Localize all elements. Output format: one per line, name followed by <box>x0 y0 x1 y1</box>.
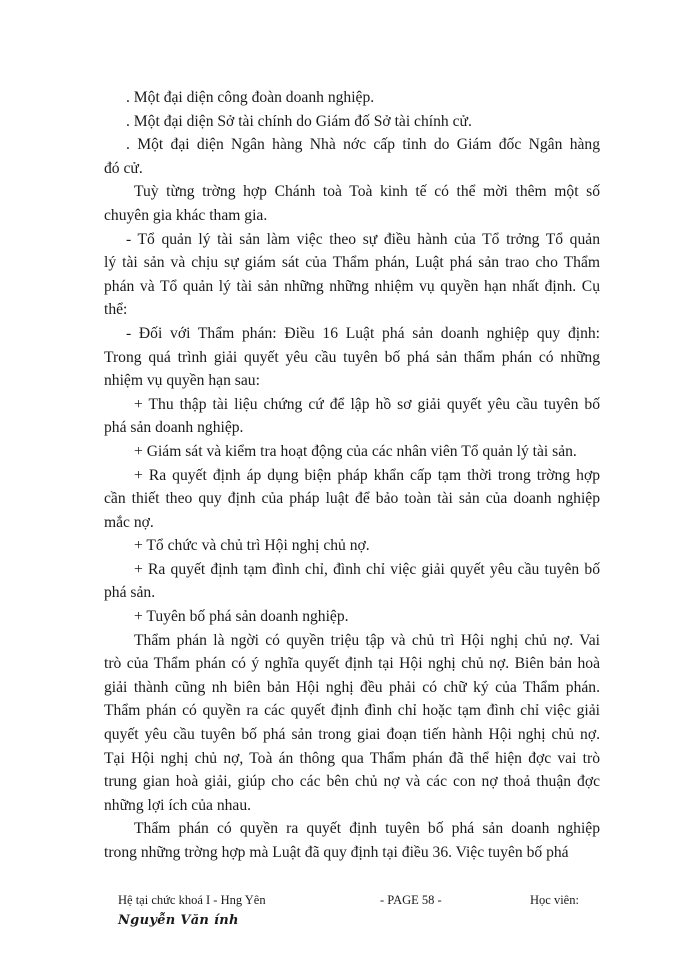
paragraph <box>104 817 600 864</box>
text-line: giải thành cũng nh biên bản Hội nghị đều phải có chữ ký của Thẩm phán. <box>104 678 600 696</box>
text-line: cần thiết theo quy định của pháp luật để bảo toàn tài sản của doanh nghiệp <box>104 490 600 508</box>
paragraph <box>104 629 600 818</box>
text-line: + Ra quyết định tạm đình chỉ, đình chỉ việc giải quyết yêu cầu tuyên bố <box>134 560 600 578</box>
text-line: Tuỳ từng trờng hợp Chánh toà Toà kinh tế có thể mời thêm một số <box>134 183 600 201</box>
paragraph <box>104 110 600 134</box>
text-line: . Một đại diện Sở tài chính do Giám đố Sở tài chính cử. <box>126 112 472 130</box>
paragraph <box>104 558 600 605</box>
text-line: lý tài sản và chịu sự giám sát của Thẩm phán, Luật phá sản trao cho Thẩm <box>104 254 600 272</box>
text-line: Thẩm phán có quyền ra quyết định tuyên bố phá sản doanh nghiệp <box>134 820 600 838</box>
paragraph <box>104 228 600 322</box>
text-line: phá sản doanh nghiệp. <box>104 419 244 437</box>
footer-course: Hệ tại chức khoá I - Hng Yên <box>118 893 266 907</box>
text-line: - Đối với Thẩm phán: Điều 16 Luật phá sản doanh nghiệp quy định: <box>126 324 600 342</box>
text-line: đó cử. <box>104 159 143 177</box>
footer-student-label: Học viên: <box>530 893 579 907</box>
text-line: những lợi ích của nhau. <box>104 796 252 814</box>
body-text <box>104 86 600 865</box>
paragraph <box>104 133 600 180</box>
text-line: . Một đại diện Ngân hàng Nhà nớc cấp tỉnh do Giám đốc Ngân hàng <box>126 136 600 154</box>
text-line: Tại Hội nghị chủ nợ, Toà án thông qua Thẩm phán đã thể hiện đợc vai trò <box>104 749 600 767</box>
text-line: Thẩm phán là ngời có quyền triệu tập và chủ trì Hội nghị chủ nợ. Vai <box>134 631 600 649</box>
paragraph <box>104 605 600 629</box>
text-line: - Tổ quản lý tài sản làm việc theo sự điều hành của Tổ trởng Tổ quản <box>126 230 600 248</box>
text-line: mắc nợ. <box>104 513 154 531</box>
author-signature: Nguyễn Văn ính <box>118 913 239 928</box>
text-line: nhiệm vụ quyền hạn sau: <box>104 372 260 390</box>
paragraph <box>104 440 600 464</box>
text-line: phá sản. <box>104 584 156 602</box>
text-line: trung gian hoà giải, giúp cho các bên chủ nợ và các con nợ thoả thuận đợc <box>104 773 600 791</box>
text-line: + Thu thập tài liệu chứng cứ để lập hồ sơ giải quyết yêu cầu tuyên bố <box>134 395 600 413</box>
footer-page-number: - PAGE 58 - <box>380 893 442 907</box>
text-line: + Tuyên bố phá sản doanh nghiệp. <box>134 608 349 626</box>
paragraph <box>104 86 600 110</box>
paragraph <box>104 534 600 558</box>
text-line: chuyên gia khác tham gia. <box>104 206 268 224</box>
text-line: + Tổ chức và chủ trì Hội nghị chủ nợ. <box>134 537 370 555</box>
text-line: Thẩm phán có quyền ra các quyết định đình chỉ hoặc tạm đình chỉ việc giải <box>104 702 600 720</box>
text-line: trò của Thẩm phán có ý nghĩa quyết định tại Hội nghị chủ nợ. Biên bản hoà <box>104 655 600 673</box>
paragraph <box>104 322 600 393</box>
paragraph <box>104 180 600 227</box>
text-line: trong những trờng hợp mà Luật đã quy định tại điều 36. Việc tuyên bố phá <box>104 844 569 861</box>
text-line: thể: <box>104 301 128 319</box>
text-line: quyết yêu cầu tuyên bố phá sản trong giai đoạn tiến hành Hội nghị chủ nợ. <box>104 726 600 744</box>
text-line: phán và Tổ quản lý tài sản những những nhiệm vụ quyền hạn nhất định. Cụ <box>104 277 600 295</box>
text-line: + Ra quyết định áp dụng biện pháp khẩn cấp tạm thời trong trờng hợp <box>134 466 600 484</box>
text-line: Trong quá trình giải quyết yêu cầu tuyên bố phá sản thẩm phán có những <box>104 348 600 366</box>
text-line: . Một đại diện công đoàn doanh nghiệp. <box>126 89 375 106</box>
text-line: + Giám sát và kiểm tra hoạt động của các nhân viên Tổ quản lý tài sản. <box>134 442 577 460</box>
paragraph <box>104 393 600 440</box>
paragraph <box>104 464 600 535</box>
